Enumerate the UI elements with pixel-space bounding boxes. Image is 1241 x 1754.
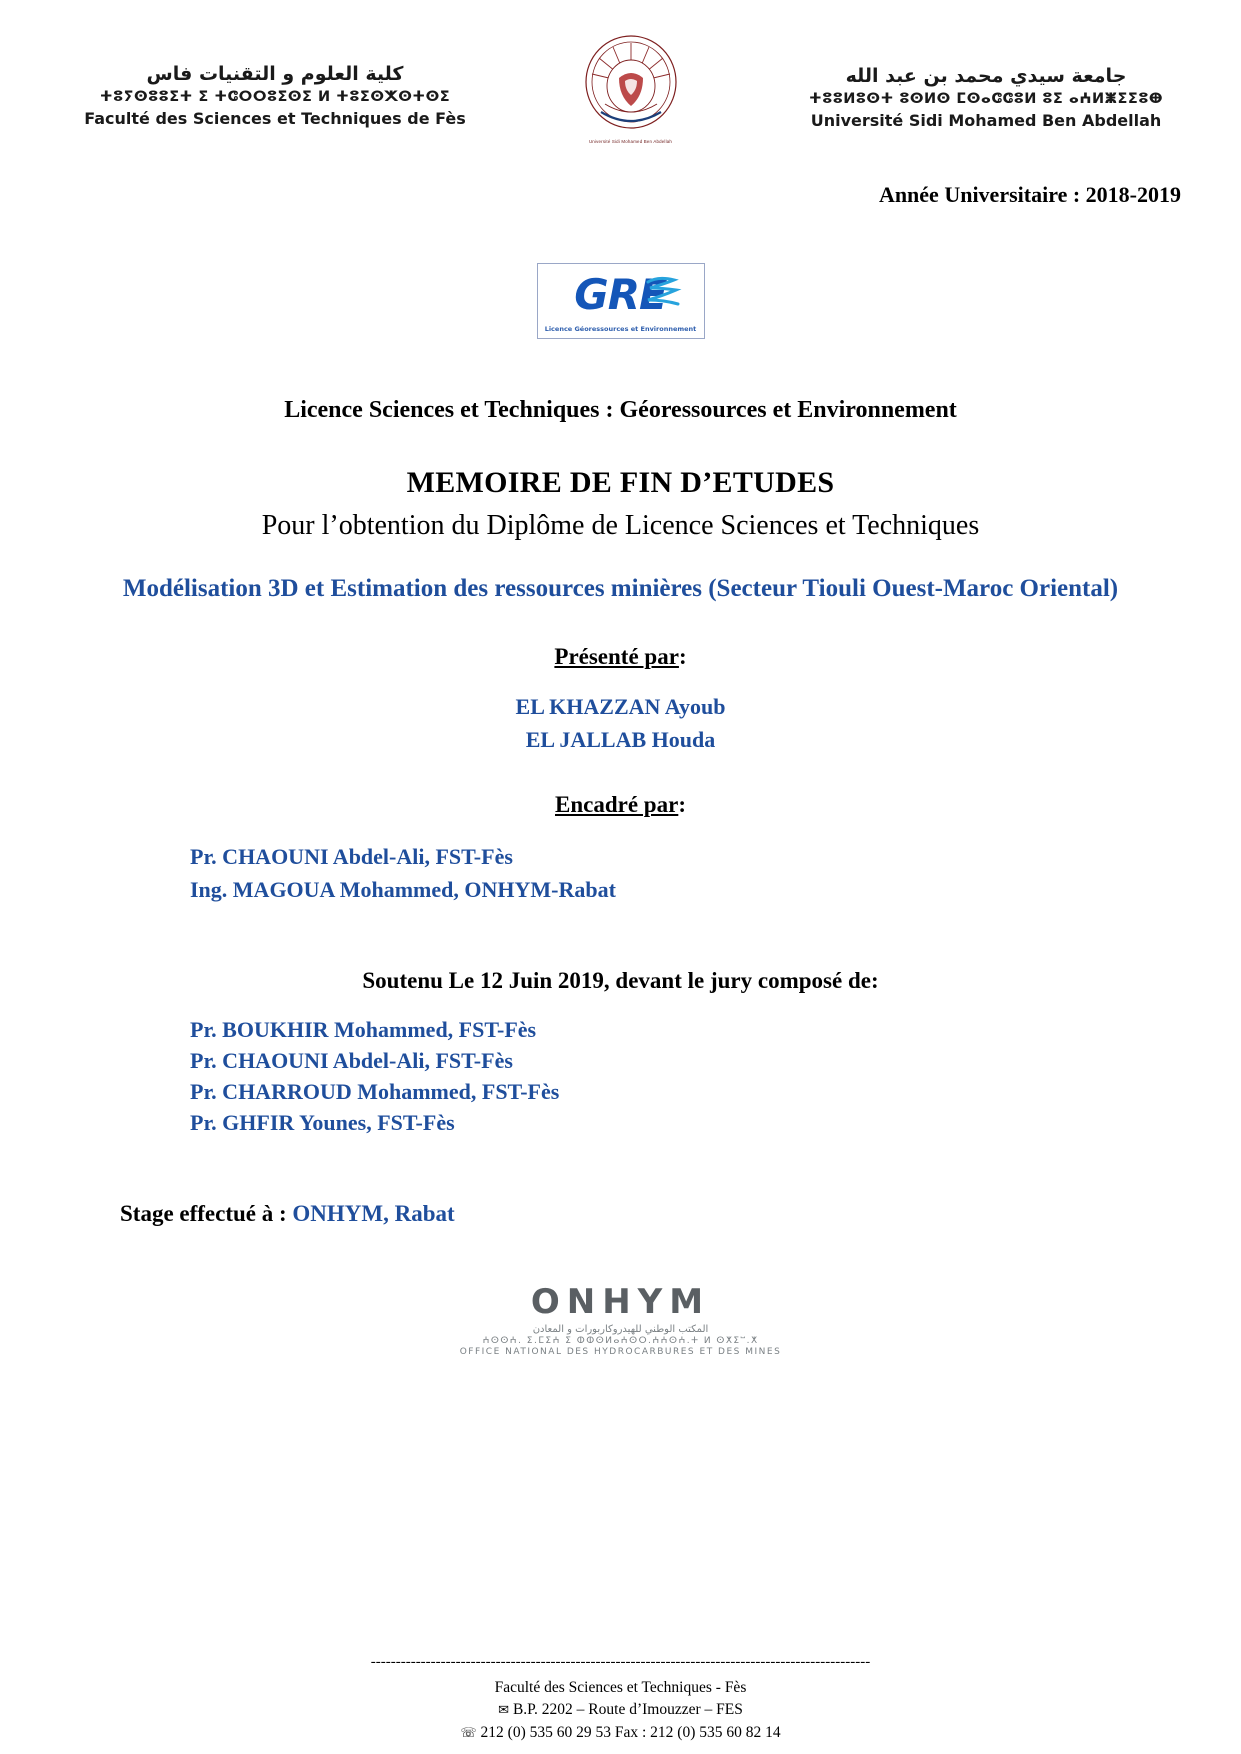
onhym-name-tifinagh: ⵄⵙⵙⵄ. ⵉ.ⵎⵉⵄ ⵉ ⵀⵀⵙⵍⴰⵄⵙⵔ.ⵄⵄⵙⵄ.ⵜ ⵍ ⵙⵅⵉⵯ.ⵅ [482, 1335, 759, 1346]
footer-institution: Faculté des Sciences et Techniques - Fès [494, 1678, 747, 1696]
page-header [0, 0, 1241, 154]
jury-list [0, 1014, 1241, 1139]
footer-address-line [0, 1699, 1241, 1721]
jury-item: Pr. BOUKHIR Mohammed, FST-Fès [190, 1016, 537, 1042]
faculty-name-french: Faculté des Sciences et Techniques de Fès [84, 109, 466, 129]
gre-logo [0, 263, 1241, 339]
author-item: EL KHAZZAN Ayoub [515, 693, 726, 719]
onhym-name-french: OFFICE NATIONAL DES HYDROCARBURES ET DES MINES [459, 1346, 782, 1357]
faculty-name-arabic: كلية العلوم و التقنيات فاس [146, 63, 404, 85]
jury-item: Pr. CHAOUNI Abdel-Ali, FST-Fès [190, 1047, 513, 1073]
jury-item: Pr. CHARROUD Mohammed, FST-Fès [190, 1079, 560, 1105]
onhym-logo-text: ONHYM [530, 1281, 711, 1322]
document-type: MEMOIRE DE FIN D’ETUDES [406, 466, 835, 499]
footer-phone: 212 (0) 535 60 29 53 Fax : 212 (0) 535 60 82 14 [480, 1723, 781, 1741]
onhym-name-arabic: المكتب الوطني للهيدروكاربورات و المعادن [532, 1323, 709, 1335]
footer-separator: ---------------------------------------------------------------------------------------------------- [370, 1653, 871, 1670]
supervisors-list [0, 840, 1241, 906]
supervisor-item: Pr. CHAOUNI Abdel-Ali, FST-Fès [190, 843, 513, 869]
authors-list [0, 690, 1241, 756]
jury-item: Pr. GHFIR Younes, FST-Fès [190, 1110, 455, 1136]
page-footer [0, 1654, 1241, 1744]
mail-icon: ✉ [498, 1703, 510, 1719]
thesis-subject: Modélisation 3D et Estimation des ressources minières (Secteur Tiouli Ouest-Maroc Oriental) [122, 575, 1119, 602]
onhym-logo-inner [411, 1282, 831, 1357]
university-name-arabic: جامعة سيدي محمد بن عبد الله [845, 65, 1127, 87]
supervised-by-label-text: Encadré par [555, 791, 679, 817]
internship-info [0, 1201, 1241, 1227]
supervised-by-colon: : [678, 791, 686, 817]
faculty-identity [60, 34, 490, 131]
seal-caption: Université Sidi Mohamed Ben Abdellah [588, 139, 673, 144]
university-name-tifinagh: ⵜⵓⵓⵍⵓⵙⵜ ⵓⵙⵍⵙ ⵎⵙⴰⵛⵛⵓⵍ ⵓⵉ ⴰⵄⵍⵥⵉⵉⵓⴲ [809, 90, 1163, 107]
author-item: EL JALLAB Houda [525, 726, 716, 752]
onhym-logo [0, 1282, 1241, 1357]
supervisor-item: Ing. MAGOUA Mohammed, ONHYM-Rabat [190, 876, 616, 902]
presented-by-colon: : [678, 643, 687, 669]
supervised-by-label [0, 792, 1241, 818]
defense-line: Soutenu Le 12 Juin 2019, devant le jury composé de: [362, 967, 879, 993]
university-seal-icon [583, 34, 679, 144]
gre-logo-subtitle: Licence Géoressources et Environnement [544, 325, 697, 333]
presented-by-label-text: Présenté par [554, 643, 679, 669]
gre-wave-icon [646, 274, 682, 312]
footer-contact [0, 1677, 1241, 1744]
university-name-french: Université Sidi Mohamed Ben Abdellah [810, 111, 1162, 131]
footer-phone-line [0, 1722, 1241, 1744]
gre-logo-box [537, 263, 705, 339]
footer-address: B.P. 2202 – Route d’Imouzzer – FES [512, 1701, 743, 1719]
gre-logo-text: GRE [574, 270, 667, 319]
internship-value: ONHYM, Rabat [292, 1200, 455, 1226]
program-title: Licence Sciences et Techniques : Géoressources et Environnement [284, 397, 957, 423]
presented-by-label [0, 644, 1241, 670]
document-purpose: Pour l’obtention du Diplôme de Licence Sciences et Techniques [261, 510, 980, 541]
internship-label: Stage effectué à : [120, 1200, 287, 1226]
phone-icon: ☏ [460, 1725, 477, 1741]
academic-year: Année Universitaire : 2018-2019 [878, 182, 1181, 207]
faculty-name-tifinagh: ⵜⵓⵢⵙⵓⵓⵉⵜ ⵉ ⵜⵛⵔⵔⵓⵉⵙⵉ ⵍ ⵜⵓⵉⵙⵅⵙⵜⵙⵉ [99, 88, 451, 105]
university-identity [771, 34, 1201, 133]
